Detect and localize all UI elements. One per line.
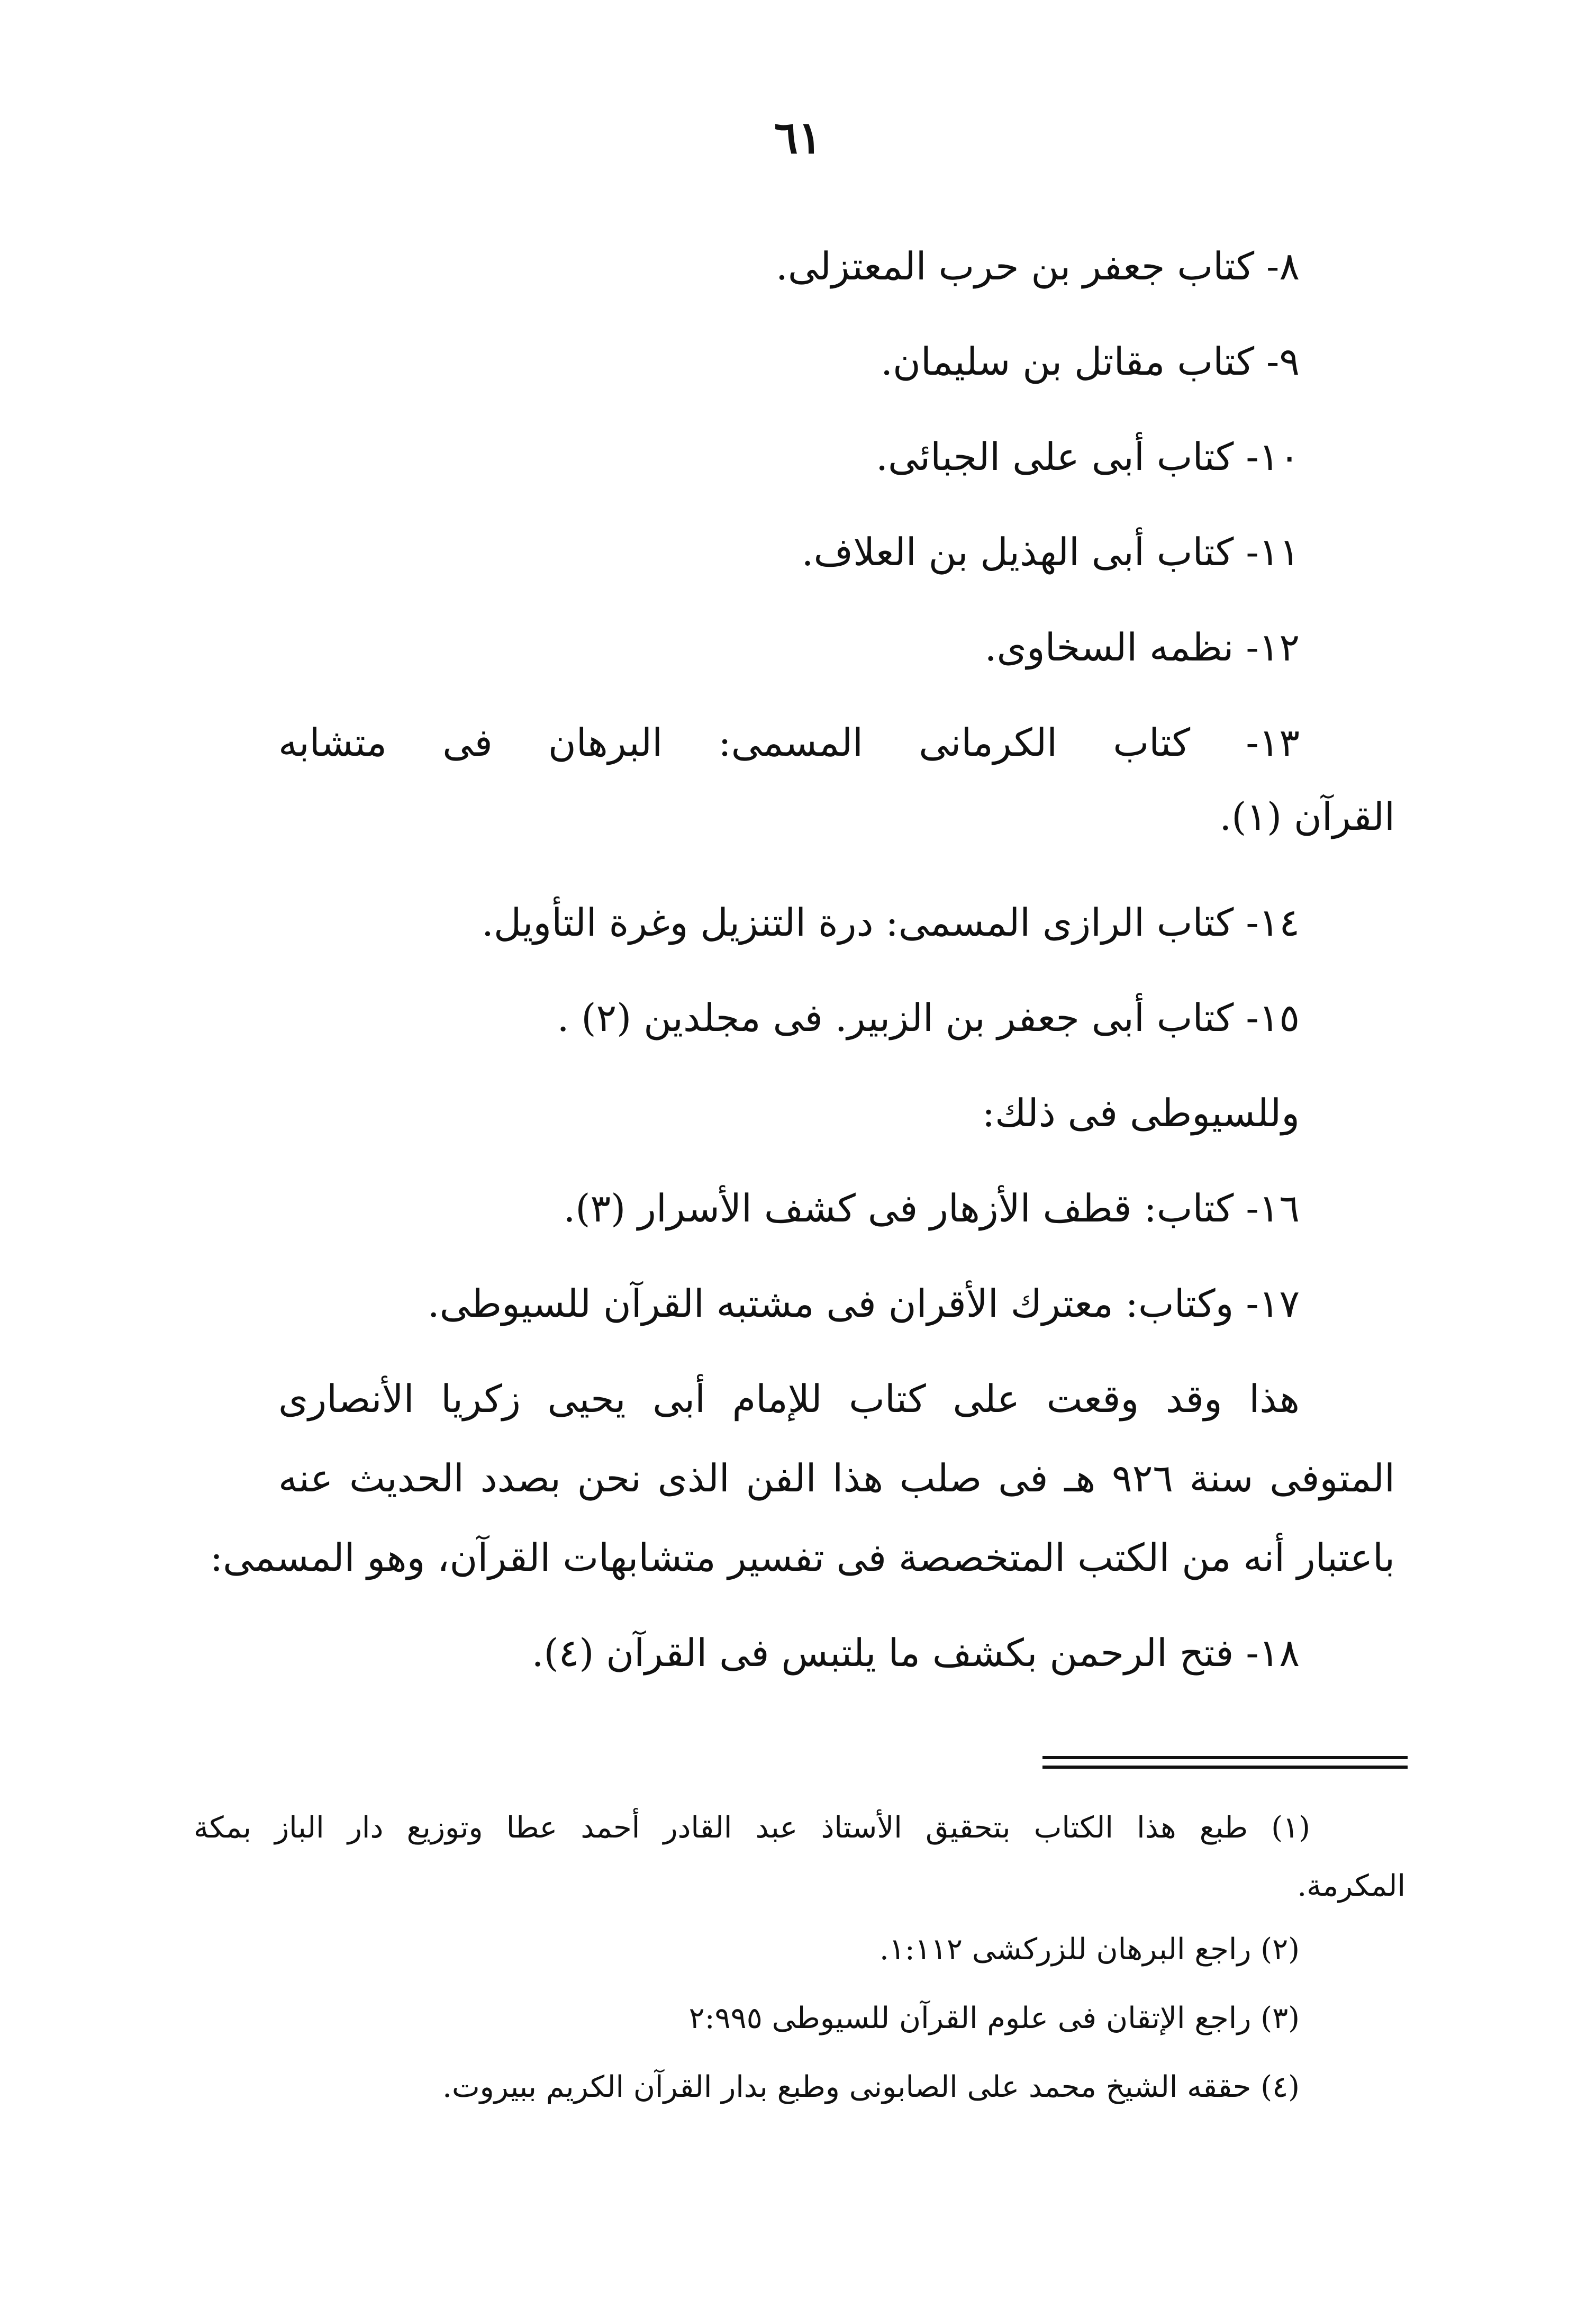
paragraph-line: المتوفى سنة ٩٢٦ هـ فى صلب هذا الفن الذى نحن بصدد الحديث عنه [278, 1456, 1395, 1500]
footnote-1-line1: (١) طبع هذا الكتاب بتحقيق الأستاذ عبد القادر أحمد عطا وتوزيع دار الباز بمكة [194, 1811, 1310, 1845]
footnote-separator [1042, 1766, 1408, 1769]
footnote-4: (٤) حققه الشيخ محمد على الصابونى وطبع بدار القرآن الكريم ببيروت. [442, 2070, 1300, 2104]
list-item: ٩- كتاب مقاتل بن سليمان. [881, 339, 1300, 384]
paragraph-line: هذا وقد وقعت على كتاب للإمام أبى يحيى زكريا الأنصارى [278, 1377, 1300, 1421]
list-item: ١٠- كتاب أبى على الجبائى. [876, 435, 1300, 479]
list-item: ١٨- فتح الرحمن بكشف ما يلتبس فى القرآن (٤). [531, 1631, 1300, 1675]
list-item: ١٥- كتاب أبى جعفر بن الزبير. فى مجلدين (٢) . [557, 995, 1300, 1040]
list-item: ١٤- كتاب الرازى المسمى: درة التنزيل وغرة التأويل. [481, 900, 1300, 945]
footnote-3: (٣) راجع الإتقان فى علوم القرآن للسيوطى ٢:٩٩٥ [688, 2001, 1300, 2035]
footnote-2: (٢) راجع البرهان للزركشى ١:١١٢. [879, 1932, 1300, 1967]
list-item: ١١- كتاب أبى الهذيل بن العلاف. [801, 530, 1300, 574]
page-number: ٦١ [774, 111, 822, 164]
list-item: ١٦- كتاب: قطف الأزهار فى كشف الأسرار (٣). [563, 1186, 1300, 1230]
footnote-1-line2: المكرمة. [1297, 1869, 1405, 1903]
list-item-13-line2: القرآن (١). [1219, 794, 1395, 839]
list-item: ٨- كتاب جعفر بن حرب المعتزلى. [776, 244, 1300, 288]
list-item: ١٢- نظمه السخاوى. [984, 625, 1300, 669]
section-intro: وللسيوطى فى ذلك: [982, 1091, 1300, 1135]
list-item: ١٧- وكتاب: معترك الأقران فى مشتبه القرآن للسيوطى. [427, 1281, 1300, 1326]
list-item-13-line1: ١٣- كتاب الكرمانى المسمى: البرهان فى متشابه [278, 720, 1300, 765]
footnote-separator [1042, 1756, 1408, 1759]
paragraph-line: باعتبار أنه من الكتب المتخصصة فى تفسير متشابهات القرآن، وهو المسمى: [210, 1535, 1395, 1580]
